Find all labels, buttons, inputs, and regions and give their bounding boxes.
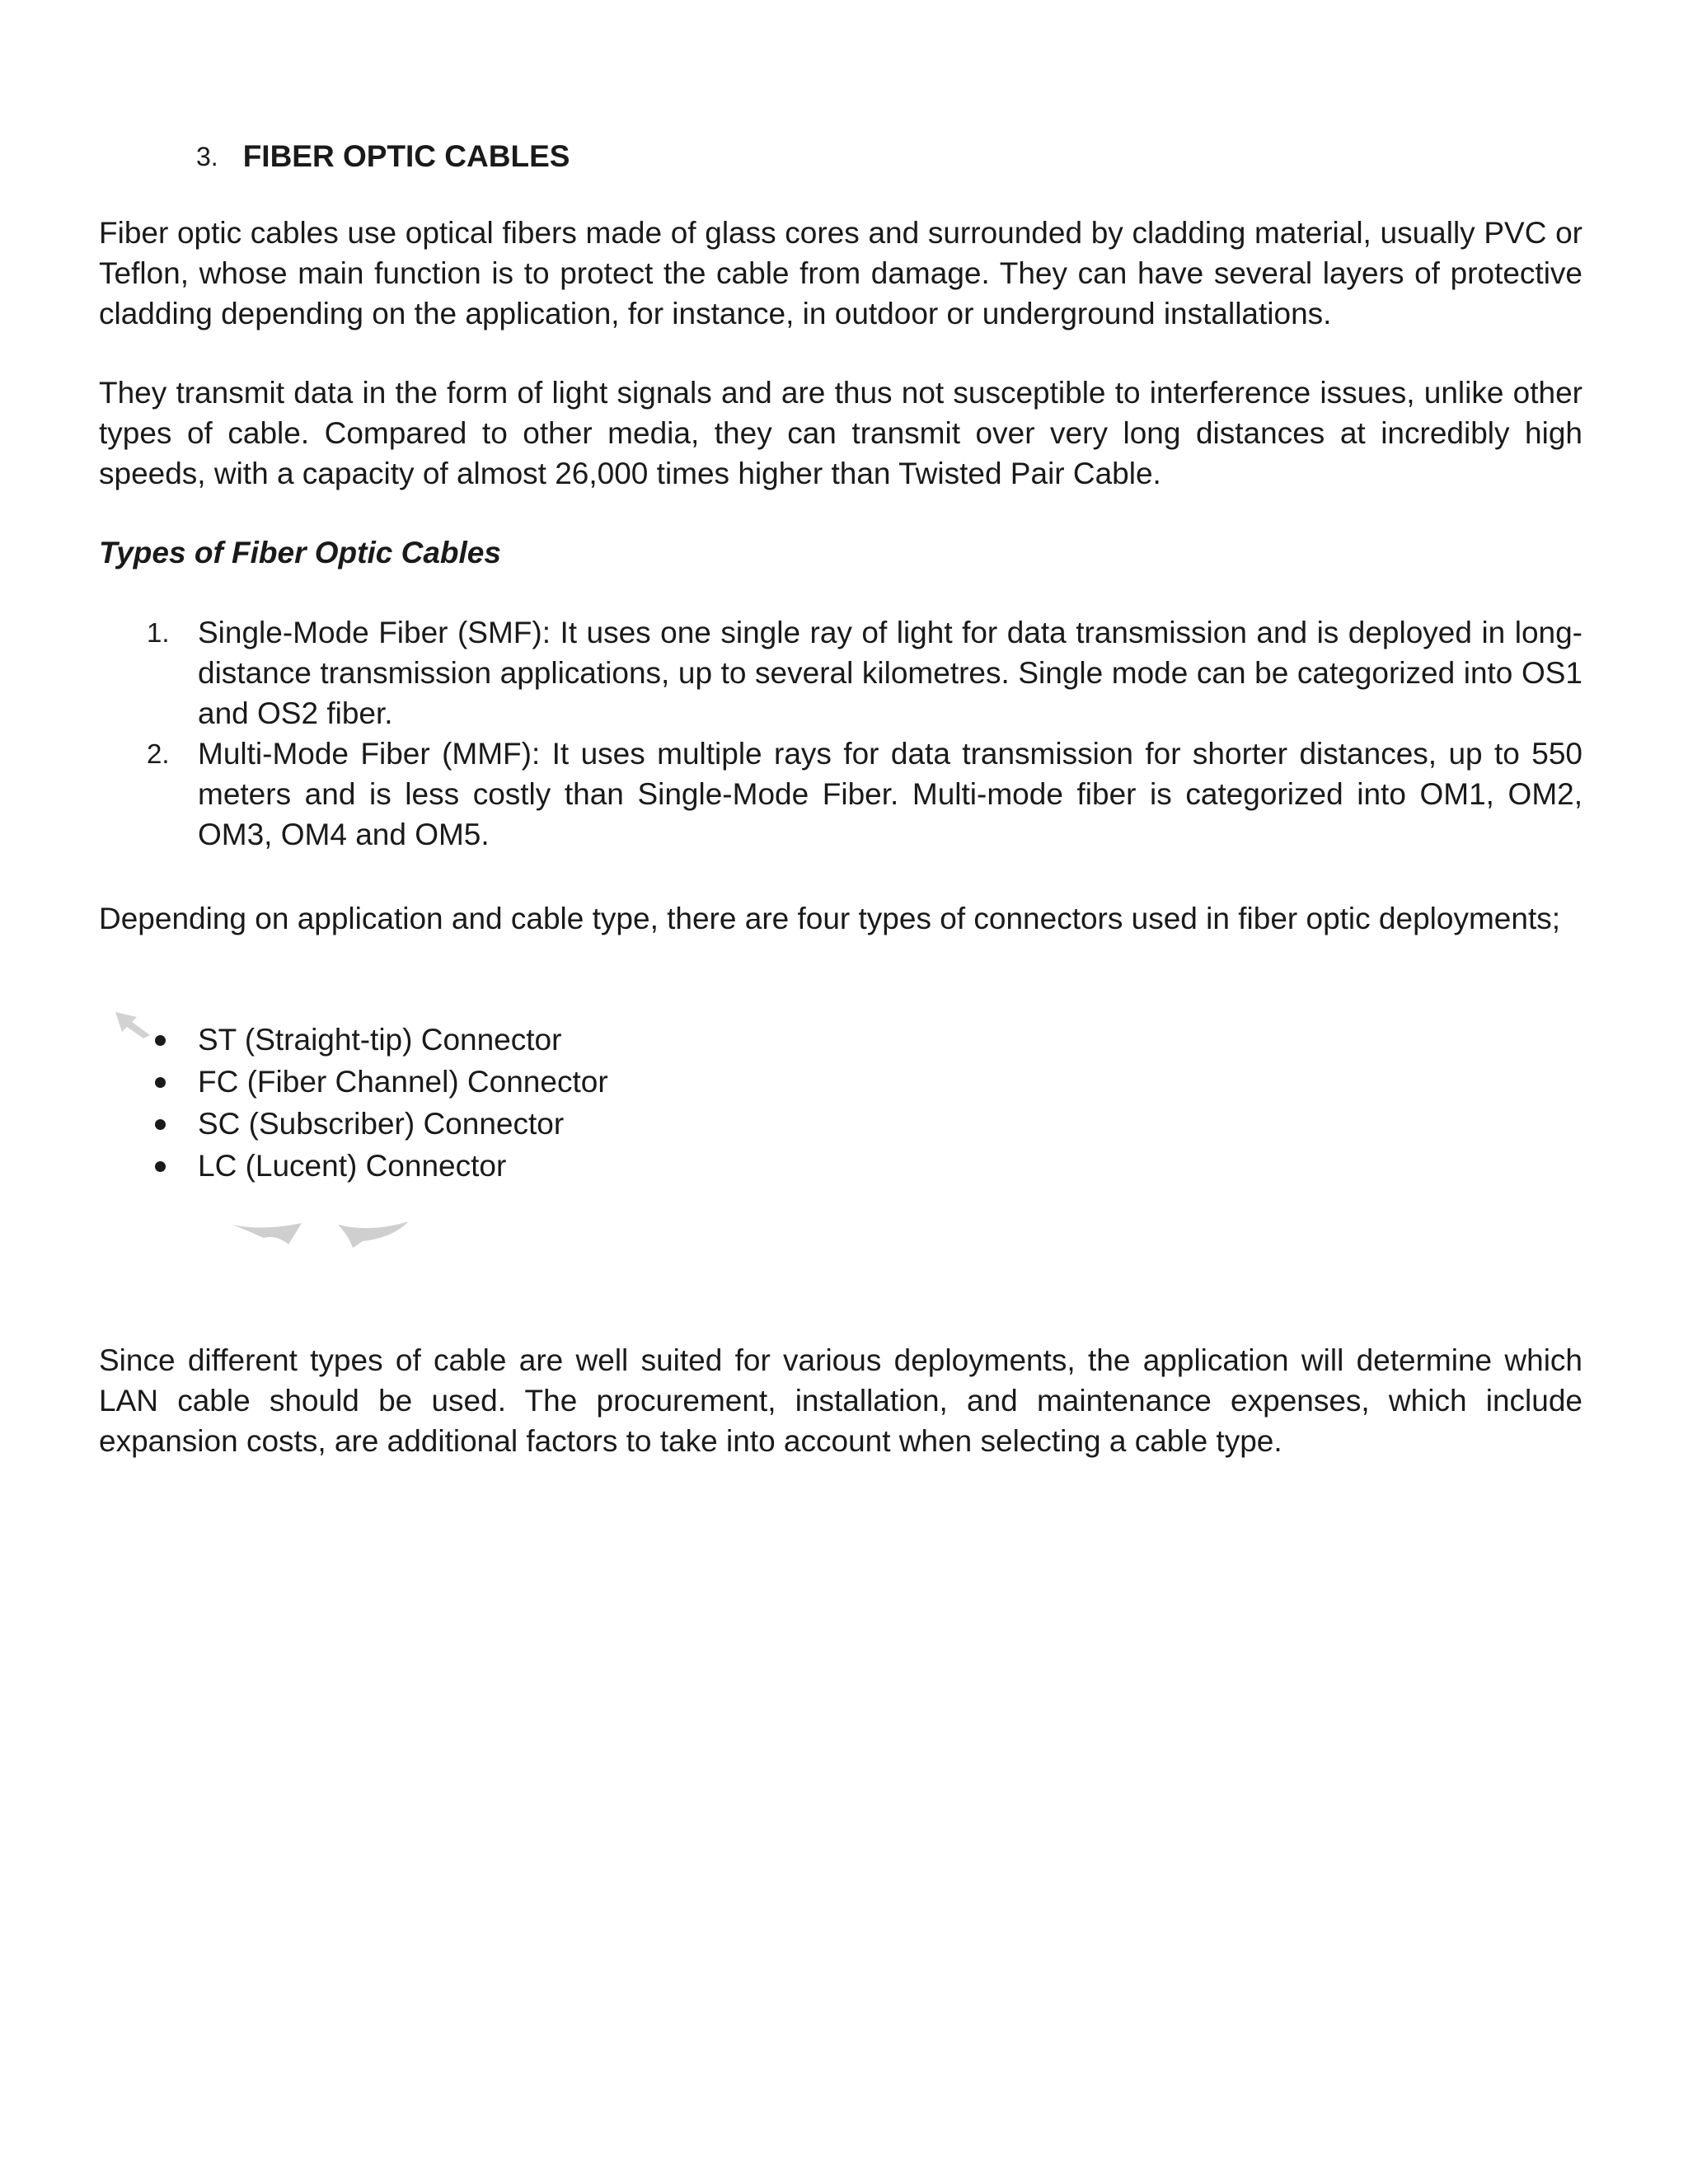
transmission-paragraph: They transmit data in the form of light signals and are thus not susceptible to interference issues, unlike other types of cable. Compared to other media, they can transmit over very long distances at incredibly high speeds, with a capacity of almost 26,000 times higher than Twisted Pair Cable. <box>99 376 1582 490</box>
list-item <box>99 1103 841 1145</box>
bullet-icon <box>99 1061 198 1103</box>
section-number: 3. <box>196 142 218 171</box>
list-item <box>99 1061 841 1103</box>
watermark-shape-icon <box>231 1220 412 1253</box>
list-item <box>99 1019 841 1061</box>
section-title: FIBER OPTIC CABLES <box>242 139 570 173</box>
list-item <box>99 733 1582 855</box>
list-item-number: 2. <box>147 738 170 769</box>
conclusion-paragraph: Since different types of cable are well suited for various deployments, the application will determine which LAN cable should be used. The procurement, installation, and maintenance expenses, which include expansion costs, are additional factors to take into account when selecting a cable type. <box>99 1343 1582 1458</box>
connector-label: SC (Subscriber) Connector <box>198 1107 565 1141</box>
types-heading: Types of Fiber Optic Cables <box>99 536 501 569</box>
connector-label: FC (Fiber Channel) Connector <box>198 1065 608 1099</box>
connector-list <box>99 1019 841 1187</box>
connectors-intro-paragraph: Depending on application and cable type, there are four types of connectors used in fiber optic deployments; <box>99 902 1561 935</box>
bullet-icon <box>99 1145 198 1187</box>
intro-paragraph: Fiber optic cables use optical fibers made of glass cores and surrounded by cladding material, usually PVC or Teflon, whose main function is to protect the cable from damage. They can have several layers of protective cladding depending on the application, for instance, in outdoor or underground installations. <box>99 216 1582 330</box>
list-item <box>99 1145 841 1187</box>
bullet-icon <box>99 1019 198 1061</box>
list-item <box>99 612 1582 733</box>
fiber-types-list <box>99 612 1582 855</box>
section-heading <box>196 135 570 178</box>
list-item-text: Single-Mode Fiber (SMF): It uses one single ray of light for data transmission and is deployed in long-distance transmission applications, up to several kilometres. Single mode can be categorized into OS1 and OS2 fiber. <box>198 616 1582 730</box>
list-item-text: Multi-Mode Fiber (MMF): It uses multiple rays for data transmission for shorter distances, up to 550 meters and is less costly than Single-Mode Fiber. Multi-mode fiber is categorized into OM1, OM2, OM3, OM4 and OM5. <box>198 737 1582 851</box>
list-item-number: 1. <box>147 617 170 648</box>
connector-label: ST (Straight-tip) Connector <box>198 1023 562 1057</box>
connector-label: LC (Lucent) Connector <box>198 1149 507 1183</box>
bullet-icon <box>99 1103 198 1145</box>
